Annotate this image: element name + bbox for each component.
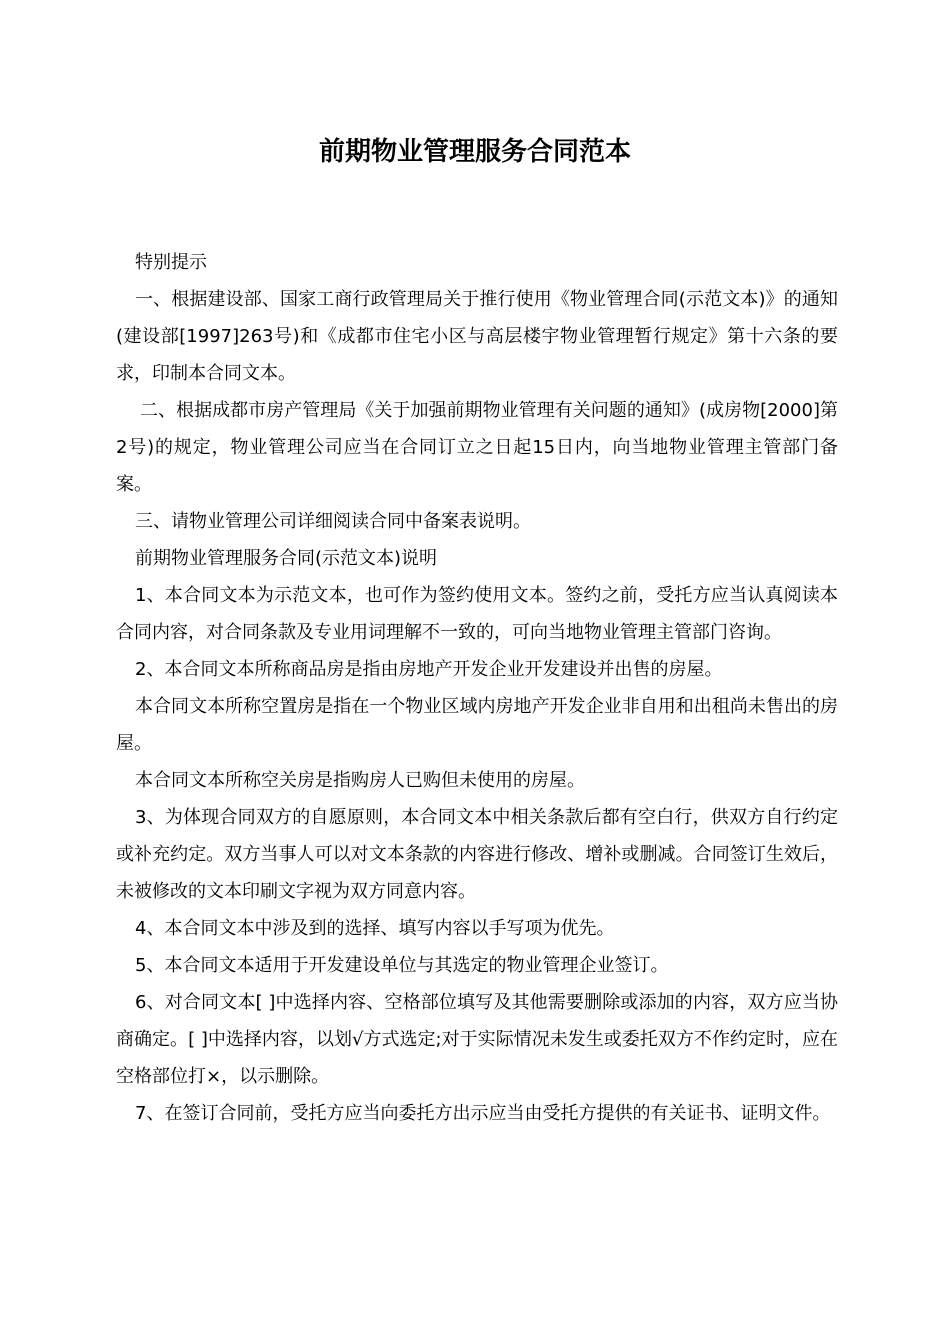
paragraph-item-4: 4、本合同文本中涉及到的选择、填写内容以手写项为优先。 xyxy=(135,918,615,939)
paragraph-item-7: 7、在签订合同前，受托方应当向委托方出示应当由受托方提供的有关证书、证明文件。 xyxy=(135,1103,831,1124)
document-title: 前期物业管理服务合同范本 xyxy=(318,137,631,167)
paragraph-item-3: 3、为体现合同双方的自愿原则，本合同文本中相关条款后都有空白行，供双方自行约定或补充约定。双方当事人可以对文本条款的内容进行修改、增补或删减。合同签订生效后，未被修改的文本印刷文字视为双方同意内容。 xyxy=(116,807,838,902)
paragraph-item-2-vacant: 本合同文本所称空置房是指在一个物业区域内房地产开发企业非自用和出租尚未售出的房屋。 xyxy=(116,696,838,754)
paragraph-item-6: 6、对合同文本[ ]中选择内容、空格部位填写及其他需要删除或添加的内容，双方应当协商确定。[ ]中选择内容，以划√方式选定;对于实际情况未发生或委托双方不作约定时，应在空格部位打×，以示删除。 xyxy=(116,992,838,1087)
paragraph-notice-2: 二、根据成都市房产管理局《关于加强前期物业管理有关问题的通知》(成房物[2000]第2号)的规定，物业管理公司应当在合同订立之日起15日内，向当地物业管理主管部门备案。 xyxy=(116,400,838,495)
paragraph-item-2: 2、本合同文本所称商品房是指由房地产开发企业开发建设并出售的房屋。 xyxy=(135,659,723,680)
paragraph-explanation-heading: 前期物业管理服务合同(示范文本)说明 xyxy=(135,548,438,569)
paragraph-item-1: 1、本合同文本为示范文本，也可作为签约使用文本。签约之前，受托方应当认真阅读本合同内容，对合同条款及专业用词理解不一致的，可向当地物业管理主管部门咨询。 xyxy=(116,585,838,643)
paragraph-notice-1: 一、根据建设部、国家工商行政管理局关于推行使用《物业管理合同(示范文本)》的通知(建设部[1997]263号)和《成都市住宅小区与高层楼宇物业管理暂行规定》第十六条的要求，印制本合同文本。 xyxy=(116,289,838,384)
paragraph-special-notice: 特别提示 xyxy=(135,252,207,273)
paragraph-item-5: 5、本合同文本适用于开发建设单位与其选定的物业管理企业签订。 xyxy=(135,955,669,976)
paragraph-notice-3: 三、请物业管理公司详细阅读合同中备案表说明。 xyxy=(135,511,531,532)
document-body xyxy=(116,244,838,1132)
paragraph-item-2-unoccupied: 本合同文本所称空关房是指购房人已购但未使用的房屋。 xyxy=(135,770,585,791)
